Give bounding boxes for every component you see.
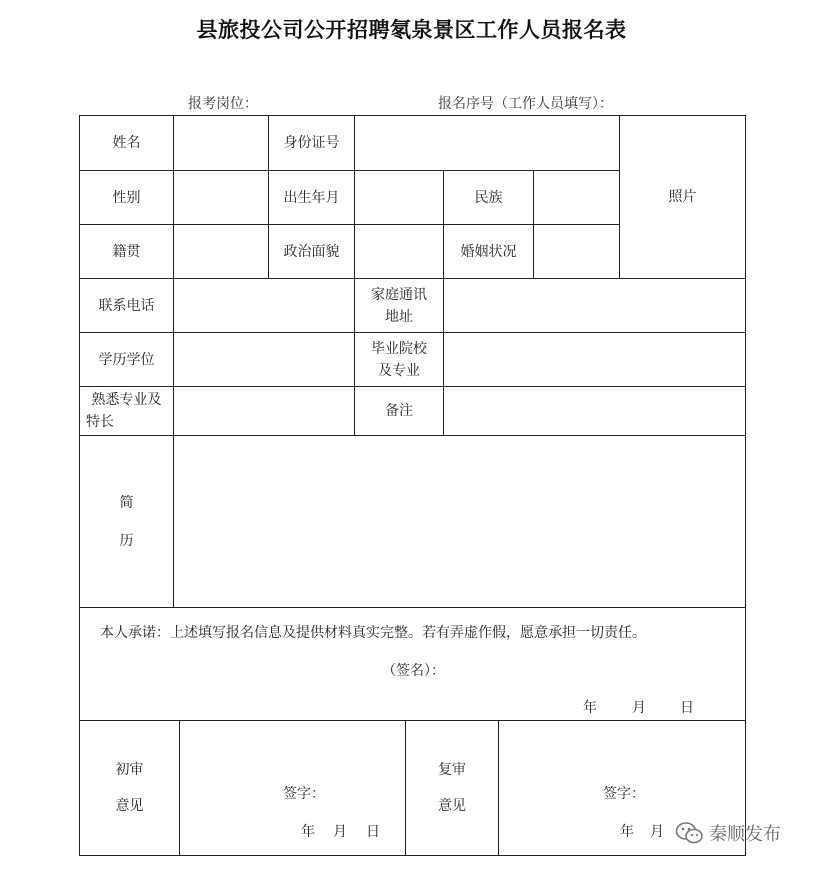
gender-label: 性别	[112, 189, 141, 206]
watermark	[675, 820, 781, 846]
second-review-line2: 意见	[438, 798, 466, 814]
gender-field[interactable]	[174, 171, 268, 224]
birth-label: 出生年月	[283, 189, 340, 206]
native-place-field[interactable]	[174, 225, 268, 278]
political-status-field[interactable]	[355, 225, 443, 278]
political-status-label: 政治面貌	[283, 243, 340, 260]
marital-status-label: 婚姻状况	[460, 243, 517, 260]
grid-line	[498, 720, 499, 855]
first-review-sign: 签字：	[283, 786, 325, 802]
school-label	[355, 333, 443, 386]
pledge-signature: （签名）：	[382, 663, 445, 679]
second-review-month: 月	[650, 824, 664, 840]
grid-line	[179, 720, 180, 855]
name-label: 姓名	[112, 135, 141, 151]
second-review-sign: 签字：	[603, 786, 645, 802]
position-label: 报考岗位：	[188, 96, 258, 112]
photo-label: 照片	[668, 189, 697, 205]
grid-line	[79, 607, 746, 608]
specialty-label-line1: 熟悉专业及	[91, 392, 162, 408]
second-review-year: 年	[620, 824, 634, 840]
specialty-label-line2: 特长	[86, 414, 114, 430]
id-number-field[interactable]	[355, 116, 619, 170]
phone-field[interactable]	[174, 279, 354, 332]
school-label-line2: 及专业	[378, 362, 420, 379]
pledge-year: 年	[583, 700, 597, 716]
marital-status-field[interactable]	[534, 225, 619, 278]
school-field[interactable]	[444, 333, 745, 386]
name-field[interactable]	[174, 116, 268, 170]
second-review-label	[406, 721, 498, 855]
grid-line	[745, 115, 746, 856]
resume-field[interactable]	[174, 436, 745, 607]
ethnicity-field[interactable]	[534, 171, 619, 224]
address-field[interactable]	[444, 279, 745, 332]
pledge-text: 本人承诺：上述填写报名信息及提供材料真实完整。若有弄虚作假，愿意承担一切责任。	[100, 625, 646, 641]
address-label-line1: 家庭通讯	[371, 286, 427, 303]
resume-label-line2: 历	[119, 532, 134, 549]
photo-box[interactable]	[620, 116, 745, 278]
second-review-line1: 复审	[438, 762, 466, 778]
wechat-icon	[675, 821, 705, 845]
first-review-month: 月	[333, 824, 347, 840]
address-label	[355, 279, 443, 332]
resume-label-line1: 简	[119, 494, 134, 511]
serial-label: 报名序号（工作人员填写）：	[438, 96, 613, 112]
specialty-label	[80, 387, 173, 435]
phone-label: 联系电话	[98, 297, 155, 314]
education-label: 学历学位	[98, 351, 155, 368]
birth-field[interactable]	[355, 171, 443, 224]
first-review-label	[80, 721, 179, 855]
first-review-day: 日	[366, 824, 380, 840]
first-review-year: 年	[301, 824, 315, 840]
education-field[interactable]	[174, 333, 354, 386]
school-label-line1: 毕业院校	[371, 340, 427, 357]
address-label-line2: 地址	[385, 308, 413, 325]
watermark-text: 秦顺发布	[709, 824, 781, 845]
id-number-label: 身份证号	[283, 135, 340, 151]
grid-line	[79, 855, 746, 856]
form-title: 县旅投公司公开招聘氡泉景区工作人员报名表	[196, 17, 627, 42]
remarks-label: 备注	[385, 403, 413, 419]
native-place-label: 籍贯	[112, 243, 141, 260]
resume-label	[80, 436, 173, 607]
pledge-month: 月	[632, 700, 646, 716]
specialty-field[interactable]	[174, 387, 354, 435]
remarks-field[interactable]	[444, 387, 745, 435]
ethnicity-label: 民族	[474, 189, 503, 206]
first-review-line1: 初审	[115, 762, 144, 778]
pledge-day: 日	[680, 700, 694, 716]
first-review-line2: 意见	[115, 798, 144, 814]
